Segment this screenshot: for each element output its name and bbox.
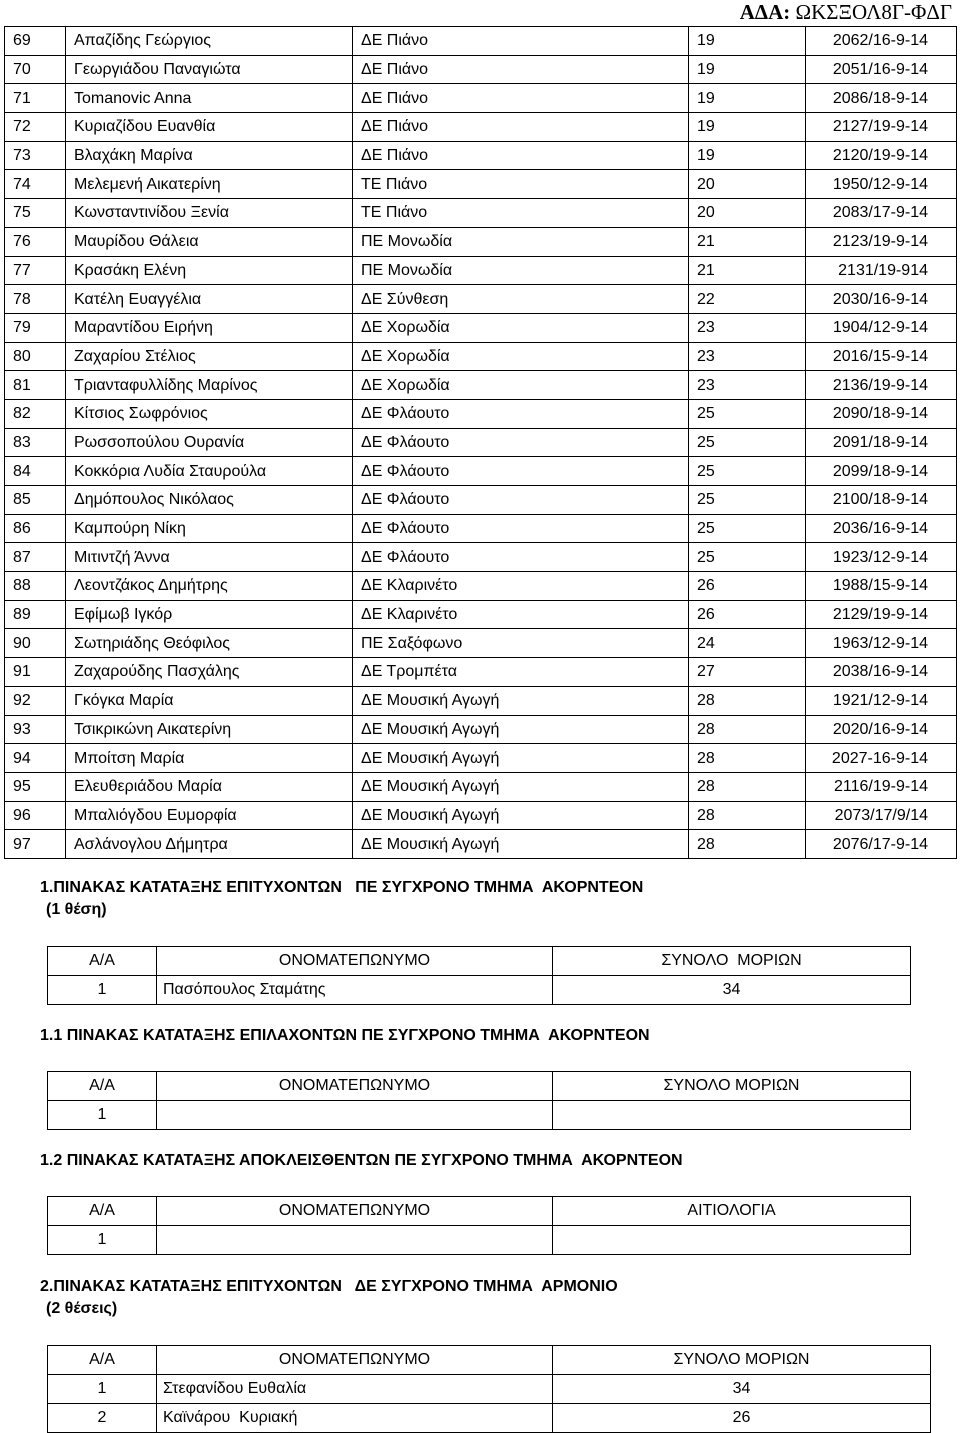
row-name: Στεφανίδου Ευθαλία [157,1375,553,1404]
candidate-name: Κίτσιος Σωφρόνιος [66,399,353,428]
protocol-number: 1921/12-9-14 [806,686,957,715]
row-number: 83 [5,428,66,457]
candidate-name: Μαραντίδου Ειρήνη [66,313,353,342]
criterion: 26 [689,600,806,629]
table-row [5,227,957,256]
row-number: 93 [5,715,66,744]
candidate-name: Κυριαζίδου Ευανθία [66,113,353,142]
protocol-number: 2136/19-9-14 [806,371,957,400]
specialty: ΔΕ Μουσική Αγωγή [353,830,689,859]
table-row [5,428,957,457]
specialty: ΔΕ Πιάνο [353,141,689,170]
criterion: 21 [689,227,806,256]
specialty: ΤΕ Πιάνο [353,199,689,228]
candidate-name: Μποίτση Μαρία [66,744,353,773]
row-number: 91 [5,658,66,687]
protocol-number: 2086/18-9-14 [806,84,957,113]
table-row [5,486,957,515]
section-1-1-table [47,1071,911,1130]
candidate-name: Γεωργιάδου Παναγιώτα [66,55,353,84]
candidate-name: Ασλάνογλου Δήμητρα [66,830,353,859]
protocol-number: 2027-16-9-14 [806,744,957,773]
table-row [5,27,957,56]
criterion: 19 [689,113,806,142]
candidate-name: Ζαχαρίου Στέλιος [66,342,353,371]
row-aa: 1 [48,976,157,1005]
section-title: 1.ΠΙΝΑΚΑΣ ΚΑΤΑΤΑΞΗΣ ΕΠΙΤΥΧΟΝΤΩΝ ΠΕ ΣΥΓΧΡΟΝΟ ΤΜΗΜΑ ΑΚΟΡΝΤΕΟΝ [40,879,644,896]
section-1-2-heading [40,1150,683,1172]
ada-code [740,0,952,24]
header-aa: Α/Α [48,947,157,976]
section-1-heading [40,877,643,921]
criterion: 25 [689,486,806,515]
table-row [5,715,957,744]
table-row [5,600,957,629]
criterion: 28 [689,801,806,830]
criterion: 28 [689,715,806,744]
specialty: ΔΕ Χορωδία [353,313,689,342]
specialty: ΔΕ Μουσική Αγωγή [353,715,689,744]
row-aa: 1 [48,1101,157,1130]
header-points: ΣΥΝΟΛΟ ΜΟΡΙΩΝ [553,1072,911,1101]
criterion: 25 [689,457,806,486]
header-name: ΟΝΟΜΑΤΕΠΩΝΥΜΟ [157,1072,553,1101]
criterion: 20 [689,170,806,199]
section-title: 2.ΠΙΝΑΚΑΣ ΚΑΤΑΤΑΞΗΣ ΕΠΙΤΥΧΟΝΤΩΝ ΔΕ ΣΥΓΧΡΟΝΟ ΤΜΗΜΑ ΑΡΜΟΝΙΟ [40,1278,618,1295]
protocol-number: 2120/19-9-14 [806,141,957,170]
specialty: ΔΕ Χορωδία [353,342,689,371]
table-row [5,772,957,801]
protocol-number: 2036/16-9-14 [806,514,957,543]
protocol-number: 2016/15-9-14 [806,342,957,371]
candidate-name: Μαυρίδου Θάλεια [66,227,353,256]
table-row [5,170,957,199]
candidate-name: Ζαχαρούδης Πασχάλης [66,658,353,687]
row-name: Καϊνάρου Κυριακή [157,1404,553,1433]
header-name: ΟΝΟΜΑΤΕΠΩΝΥΜΟ [157,1346,553,1375]
table-row [5,830,957,859]
candidate-name: Τριανταφυλλίδης Μαρίνος [66,371,353,400]
table-row [5,399,957,428]
candidate-name: Κωνσταντινίδου Ξενία [66,199,353,228]
specialty: ΔΕ Φλάουτο [353,428,689,457]
specialty: ΔΕ Κλαρινέτο [353,572,689,601]
specialty: ΔΕ Φλάουτο [353,543,689,572]
table-row [5,572,957,601]
table-row [5,342,957,371]
section-1-2-table [47,1196,911,1255]
row-aa: 1 [48,1375,157,1404]
row-number: 76 [5,227,66,256]
protocol-number: 2099/18-9-14 [806,457,957,486]
criterion: 23 [689,342,806,371]
row-points [553,1101,911,1130]
protocol-number: 1963/12-9-14 [806,629,957,658]
row-number: 71 [5,84,66,113]
row-number: 84 [5,457,66,486]
protocol-number: 2091/18-9-14 [806,428,957,457]
criterion: 19 [689,141,806,170]
specialty: ΠΕ Μονωδία [353,256,689,285]
candidate-name: Απαζίδης Γεώργιος [66,27,353,56]
protocol-number: 1988/15-9-14 [806,572,957,601]
row-points: 34 [553,1375,931,1404]
specialty: ΔΕ Πιάνο [353,27,689,56]
table-row [5,84,957,113]
candidate-name: Ελευθεριάδου Μαρία [66,772,353,801]
header-points: ΣΥΝΟΛΟ ΜΟΡΙΩΝ [553,1346,931,1375]
row-number: 81 [5,371,66,400]
candidate-name: Μπαλιόγδου Ευμορφία [66,801,353,830]
protocol-number: 1923/12-9-14 [806,543,957,572]
row-name [157,1226,553,1255]
table-row [48,1101,911,1130]
row-name [157,1101,553,1130]
specialty: ΔΕ Πιάνο [353,55,689,84]
criterion: 28 [689,830,806,859]
section-title: 1.2 ΠΙΝΑΚΑΣ ΚΑΤΑΤΑΞΗΣ ΑΠΟΚΛΕΙΣΘΕΝΤΩΝ ΠΕ ΣΥΓΧΡΟΝΟ ΤΜΗΜΑ ΑΚΟΡΝΤΕΟΝ [40,1152,683,1169]
specialty: ΔΕ Φλάουτο [353,399,689,428]
row-number: 96 [5,801,66,830]
header-aa: Α/Α [48,1346,157,1375]
table-row [5,658,957,687]
protocol-number: 2038/16-9-14 [806,658,957,687]
specialty: ΔΕ Χορωδία [353,371,689,400]
row-number: 92 [5,686,66,715]
row-number: 79 [5,313,66,342]
table-row [5,256,957,285]
criterion: 19 [689,55,806,84]
specialty: ΔΕ Τρομπέτα [353,658,689,687]
criterion: 22 [689,285,806,314]
ada-label: ΑΔΑ: [739,0,791,24]
specialty: ΔΕ Σύνθεση [353,285,689,314]
specialty: ΔΕ Κλαρινέτο [353,600,689,629]
table-row [5,55,957,84]
criterion: 28 [689,686,806,715]
protocol-number: 2051/16-9-14 [806,55,957,84]
criterion: 27 [689,658,806,687]
row-number: 89 [5,600,66,629]
header-aa: Α/Α [48,1197,157,1226]
criterion: 25 [689,399,806,428]
table-row [5,801,957,830]
protocol-number: 2123/19-9-14 [806,227,957,256]
protocol-number: 2062/16-9-14 [806,27,957,56]
table-row [5,686,957,715]
specialty: ΔΕ Πιάνο [353,84,689,113]
row-number: 74 [5,170,66,199]
criterion: 23 [689,313,806,342]
table-row [5,457,957,486]
specialty: ΠΕ Σαξόφωνο [353,629,689,658]
header-aa: Α/Α [48,1072,157,1101]
table-row [5,199,957,228]
specialty: ΔΕ Φλάουτο [353,514,689,543]
candidate-name: Εφίμωβ Ιγκόρ [66,600,353,629]
ada-value: ΩΚΣΞΟΛ8Γ-ΦΔΓ [795,0,952,24]
candidate-name: Κατέλη Ευαγγέλια [66,285,353,314]
candidate-name: Βλαχάκη Μαρίνα [66,141,353,170]
row-aa: 1 [48,1226,157,1255]
header-points: ΣΥΝΟΛΟ ΜΟΡΙΩΝ [553,947,911,976]
section-2-heading [40,1276,618,1320]
specialty: ΔΕ Μουσική Αγωγή [353,744,689,773]
row-points: 34 [553,976,911,1005]
specialty: ΔΕ Μουσική Αγωγή [353,686,689,715]
main-candidates-table [4,26,957,859]
specialty: ΠΕ Μονωδία [353,227,689,256]
specialty: ΤΕ Πιάνο [353,170,689,199]
table-row [5,744,957,773]
header-name: ΟΝΟΜΑΤΕΠΩΝΥΜΟ [157,1197,553,1226]
criterion: 24 [689,629,806,658]
protocol-number: 2083/17-9-14 [806,199,957,228]
section-title: 1.1 ΠΙΝΑΚΑΣ ΚΑΤΑΤΑΞΗΣ ΕΠΙΛΑΧΟΝΤΩΝ ΠΕ ΣΥΓΧΡΟΝΟ ΤΜΗΜΑ ΑΚΟΡΝΤΕΟΝ [40,1027,650,1044]
candidate-name: Μελεμενή Αικατερίνη [66,170,353,199]
row-number: 72 [5,113,66,142]
specialty: ΔΕ Μουσική Αγωγή [353,772,689,801]
protocol-number: 2131/19-914 [806,256,957,285]
table-row [48,1226,911,1255]
criterion: 21 [689,256,806,285]
section-subtitle: (2 θέσεις) [46,1300,118,1317]
candidate-name: Tomanovic Anna [66,84,353,113]
criterion: 19 [689,27,806,56]
table-row [48,976,911,1005]
protocol-number: 2076/17-9-14 [806,830,957,859]
protocol-number: 1904/12-9-14 [806,313,957,342]
section-subtitle: (1 θέση) [46,901,107,918]
protocol-number: 1950/12-9-14 [806,170,957,199]
protocol-number: 2020/16-9-14 [806,715,957,744]
row-aa: 2 [48,1404,157,1433]
row-number: 69 [5,27,66,56]
row-number: 88 [5,572,66,601]
table-row [5,313,957,342]
row-number: 85 [5,486,66,515]
criterion: 25 [689,514,806,543]
criterion: 28 [689,744,806,773]
row-number: 94 [5,744,66,773]
row-number: 73 [5,141,66,170]
specialty: ΔΕ Πιάνο [353,113,689,142]
table-row [48,1375,931,1404]
protocol-number: 2073/17/9/14 [806,801,957,830]
criterion: 20 [689,199,806,228]
row-points: 26 [553,1404,931,1433]
candidate-name: Μιτιντζή Άννα [66,543,353,572]
candidate-name: Κρασάκη Ελένη [66,256,353,285]
criterion: 25 [689,428,806,457]
criterion: 19 [689,84,806,113]
candidate-name: Γκόγκα Μαρία [66,686,353,715]
candidate-name: Καμπούρη Νίκη [66,514,353,543]
row-number: 75 [5,199,66,228]
row-number: 78 [5,285,66,314]
table-row [5,113,957,142]
criterion: 26 [689,572,806,601]
candidate-name: Κοκκόρια Λυδία Σταυρούλα [66,457,353,486]
row-number: 82 [5,399,66,428]
candidate-name: Σωτηριάδης Θεόφιλος [66,629,353,658]
specialty: ΔΕ Φλάουτο [353,486,689,515]
protocol-number: 2129/19-9-14 [806,600,957,629]
candidate-name: Ρωσσοπούλου Ουρανία [66,428,353,457]
criterion: 25 [689,543,806,572]
row-number: 77 [5,256,66,285]
row-number: 87 [5,543,66,572]
table-row [5,514,957,543]
protocol-number: 2090/18-9-14 [806,399,957,428]
table-row [5,371,957,400]
section-1-table [47,946,911,1005]
protocol-number: 2100/18-9-14 [806,486,957,515]
section-1-1-heading [40,1025,650,1047]
criterion: 28 [689,772,806,801]
table-row [5,543,957,572]
candidate-name: Λεοντζάκος Δημήτρης [66,572,353,601]
candidate-name: Δημόπουλος Νικόλαος [66,486,353,515]
protocol-number: 2030/16-9-14 [806,285,957,314]
row-name: Πασόπουλος Σταμάτης [157,976,553,1005]
protocol-number: 2127/19-9-14 [806,113,957,142]
table-row [48,1404,931,1433]
header-name: ΟΝΟΜΑΤΕΠΩΝΥΜΟ [157,947,553,976]
row-number: 86 [5,514,66,543]
criterion: 23 [689,371,806,400]
candidate-name: Τσικρικώνη Αικατερίνη [66,715,353,744]
specialty: ΔΕ Φλάουτο [353,457,689,486]
specialty: ΔΕ Μουσική Αγωγή [353,801,689,830]
row-number: 95 [5,772,66,801]
row-number: 90 [5,629,66,658]
header-reason: ΑΙΤΙΟΛΟΓΙΑ [553,1197,911,1226]
row-number: 97 [5,830,66,859]
table-row [5,141,957,170]
row-number: 80 [5,342,66,371]
protocol-number: 2116/19-9-14 [806,772,957,801]
table-row [5,629,957,658]
row-number: 70 [5,55,66,84]
table-row [5,285,957,314]
row-reason [553,1226,911,1255]
section-2-table [47,1345,931,1433]
